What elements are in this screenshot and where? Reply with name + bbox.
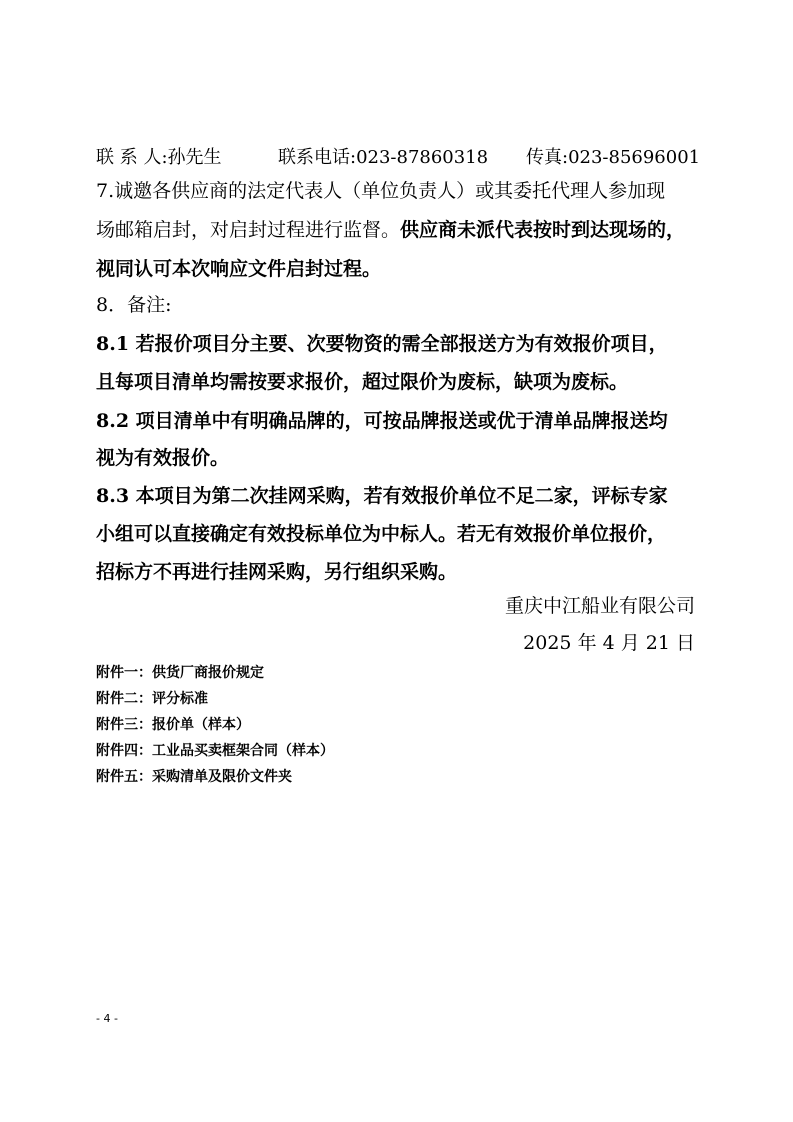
item7-line2-normal: 场邮箱启封，对启封过程进行监督。 xyxy=(96,219,401,241)
contact-info-row xyxy=(96,146,702,170)
note3-line3: 招标方不再进行挂网采购，另行组织采购。 xyxy=(96,561,458,583)
attachment-item: 附件五：采购清单及限价文件夹 xyxy=(96,769,292,785)
note3-line1: 8.3 本项目为第二次挂网采购，若有效报价单位不足二家，评标专家 xyxy=(96,485,668,507)
note3-line2: 小组可以直接确定有效投标单位为中标人。若无有效报价单位报价， xyxy=(96,523,667,545)
item8-heading: 8．备注: xyxy=(96,294,172,316)
attachment-item: 附件一：供货厂商报价规定 xyxy=(96,665,264,681)
note2-line2: 视为有效报价。 xyxy=(96,447,230,469)
page-number: - 4 - xyxy=(96,1012,118,1025)
attachment-item: 附件四：工业品买卖框架合同（样本） xyxy=(96,743,334,759)
company-signature: 重庆中江船业有限公司 xyxy=(504,595,695,617)
contact-phone: 联系电话:023-87860318 xyxy=(278,147,489,168)
note2-line1: 8.2 项目清单中有明确品牌的，可按品牌报送或优于清单品牌报送均 xyxy=(96,410,668,432)
contact-person: 联 系 人:孙先生 xyxy=(96,147,222,168)
note1-line1: 8.1 若报价项目分主要、次要物资的需全部报送方为有效报价项目， xyxy=(96,333,668,355)
item7-line3: 视同认可本次响应文件启封过程。 xyxy=(96,258,382,280)
item7-line1: 7.诚邀各供应商的法定代表人（单位负责人）或其委托代理人参加现 xyxy=(96,180,666,202)
signature-date: 2025 年 4 月 21 日 xyxy=(523,632,695,654)
note1-line2: 且每项目清单均需按要求报价，超过限价为废标，缺项为废标。 xyxy=(96,371,629,393)
item7-line2-bold: 供应商未派代表按时到达现场的， xyxy=(400,219,686,241)
contact-fax: 传真:023-85696001 xyxy=(526,147,701,168)
attachment-item: 附件二：评分标准 xyxy=(96,691,208,707)
attachment-item: 附件三：报价单（样本） xyxy=(96,717,250,733)
item7-line2 xyxy=(96,218,702,242)
